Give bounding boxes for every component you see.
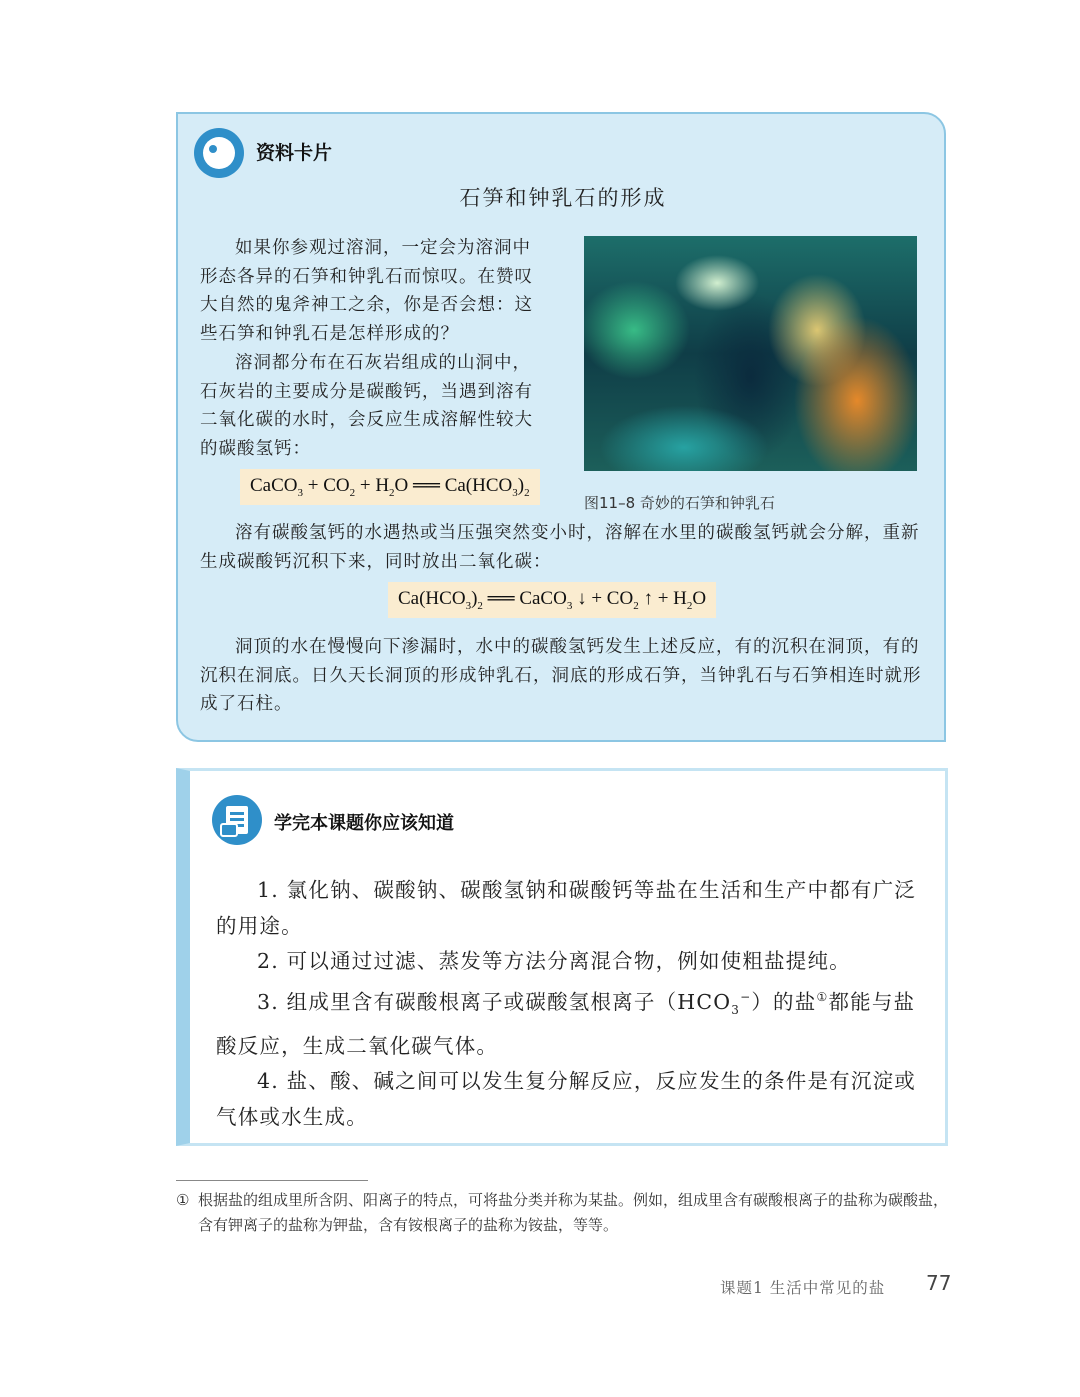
notes-icon — [212, 795, 262, 845]
cave-photo — [584, 236, 917, 471]
info-card-conclusion — [200, 633, 925, 719]
page-number: 77 — [926, 1271, 952, 1295]
summary-card-label: 学完本课题你应该知道 — [274, 813, 454, 834]
paragraph: 如果你参观过溶洞，一定会为溶洞中形态各异的石笋和钟乳石而惊叹。在赞叹大自然的鬼斧神工之余，你是否会想：这些石笋和钟乳石是怎样形成的？ — [200, 238, 533, 345]
list-item: 4. 盐、酸、碱之间可以发生复分解反应，反应发生的条件是有沉淀或气体或水生成。 — [216, 1069, 916, 1130]
info-card-label: 资料卡片 — [256, 142, 333, 164]
info-card-icon — [194, 128, 244, 178]
footnote-mark: ① — [176, 1191, 190, 1209]
list-item: 2. 可以通过过滤、蒸发等方法分离混合物，例如使粗盐提纯。 — [257, 949, 851, 974]
summary-list — [216, 873, 936, 1136]
paragraph: 溶有碳酸氢钙的水遇热或当压强突然变小时，溶解在水里的碳酸氢钙就会分解，重新生成碳酸钙沉积下来，同时放出二氧化碳： — [200, 523, 920, 572]
list-item: 3. 组成里含有碳酸根离子或碳酸氢根离子$(HCO_3^-)$的盐①都能与盐酸反应，生成二氧化碳气体。 — [216, 989, 916, 1058]
equation-formation: CaCO$_3$ + $CO_2 + H_2O$ ══ $Ca(HCO_3)_2$ — [240, 469, 540, 505]
figure-caption: 图11–8 奇妙的石笋和钟乳石 — [584, 494, 775, 512]
equation-decomposition: $Ca(HCO_3)_2$ ══ CaCO$_3$ ↓ + $CO_2$ ↑ + $H_2O$ — [388, 582, 716, 618]
paragraph: 溶洞都分布在石灰岩组成的山洞中，石灰岩的主要成分是碳酸钙，当遇到溶有二氧化碳的水时，会反应生成溶解性较大的碳酸氢钙： — [200, 352, 533, 459]
footnote-divider — [176, 1180, 368, 1181]
info-card-title: 石笋和钟乳石的形成 — [459, 186, 667, 210]
footnote — [176, 1188, 951, 1238]
info-card-intro — [200, 234, 545, 464]
footnote-reference[interactable]: ① — [816, 990, 829, 1005]
info-card — [176, 112, 946, 742]
paragraph: 洞顶的水在慢慢向下渗漏时，水中的碳酸氢钙发生上述反应，有的沉积在洞顶，有的沉积在洞底。日久天长洞顶的形成钟乳石，洞底的形成石笋，当钟乳石与石笋相连时就形成了石柱。 — [200, 637, 922, 715]
running-head: 课题1 生活中常见的盐 — [720, 1279, 886, 1297]
list-item: 1. 氯化钠、碳酸钠、碳酸氢钠和碳酸钙等盐在生活和生产中都有广泛的用途。 — [216, 878, 916, 938]
footnote-text: 根据盐的组成里所含阴、阳离子的特点，可将盐分类并称为某盐。例如，组成里含有碳酸根离子的盐称为碳酸盐，含有钾离子的盐称为钾盐，含有铵根离子的盐称为铵盐，等等。 — [198, 1191, 949, 1234]
summary-card — [176, 768, 948, 1146]
info-card-decomposition — [200, 519, 925, 576]
